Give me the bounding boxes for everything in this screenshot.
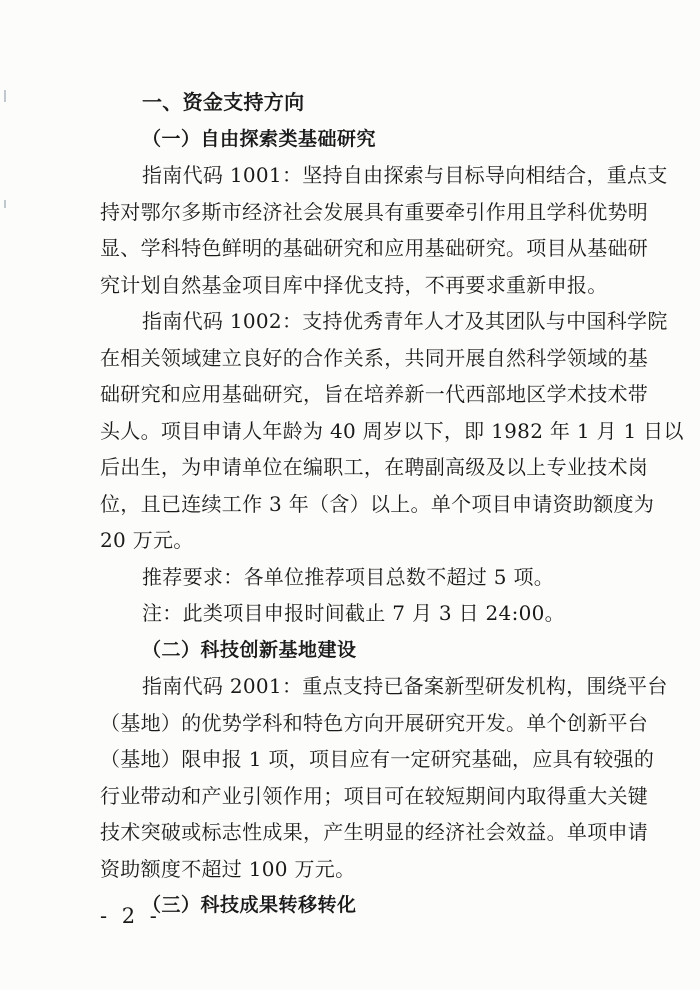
deadline-note: 注：此类项目申报时间截止 7 月 3 日 24:00。 [142,601,565,625]
section-heading: 一、资金支持方向 [142,90,305,114]
paragraph-line: 持对鄂尔多斯市经济社会发展具有重要牵引作用且学科优势明 [100,199,649,224]
scan-edge-mark [4,90,6,102]
page-number: - 2 - [100,904,161,928]
scan-edge-mark [4,200,6,208]
paragraph-line: 显、学科特色鲜明的基础研究和应用基础研究。项目从基础研 [100,236,649,260]
paragraph-line: 后出生，为申请单位在编职工，在聘副高级及以上专业技术岗 [100,455,649,479]
document-body [100,84,684,924]
paragraph-line: 究计划自然基金项目库中择优支持，不再要求重新申报。 [100,272,608,297]
paragraph-line: 20 万元。 [100,528,194,552]
paragraph-line: （基地）限申报 1 项，项目应有一定研究基础，应具有较强的 [100,747,655,771]
paragraph-line: 础研究和应用基础研究，旨在培养新一代西部地区学术技术带 [100,382,649,406]
paragraph-1002 [100,303,684,559]
paragraph-line: 头人。项目申请人年龄为 40 周岁以下，即 1982 年 1 月 1 日以 [100,418,684,443]
recommend-requirement: 推荐要求：各单位推荐项目总数不超过 5 项。 [142,564,555,589]
subsection-heading-2: （二）科技创新基地建设 [142,638,357,661]
paragraph-line: 行业带动和产业引领作用；项目可在较短期间内取得重大关键 [100,783,649,808]
paragraph-1001 [100,157,668,303]
paragraph-2001 [100,668,668,887]
paragraph-line: 资助额度不超过 100 万元。 [100,856,356,881]
paragraph-line: （基地）的优势学科和特色方向开展研究开发。单个创新平台 [100,710,649,735]
paragraph-line: 在相关领域建立良好的合作关系，共同开展自然科学领域的基 [100,345,649,370]
paragraph-line: 技术突破或标志性成果，产生明显的经济社会效益。单项申请 [100,820,649,844]
paragraph-line: 指南代码 1001：坚持自由探索与目标导向相结合，重点支 [142,163,668,187]
paragraph-line: 位，且已连续工作 3 年（含）以上。单个项目申请资助额度为 [100,491,655,516]
subsection-heading-3: （三）科技成果转移转化 [142,894,357,916]
paragraph-line: 指南代码 1002：支持优秀青年人才及其团队与中国科学院 [142,309,668,333]
paragraph-line: 指南代码 2001：重点支持已备案新型研发机构，围绕平台 [142,674,668,698]
subsection-heading-1: （一）自由探索类基础研究 [142,127,377,150]
